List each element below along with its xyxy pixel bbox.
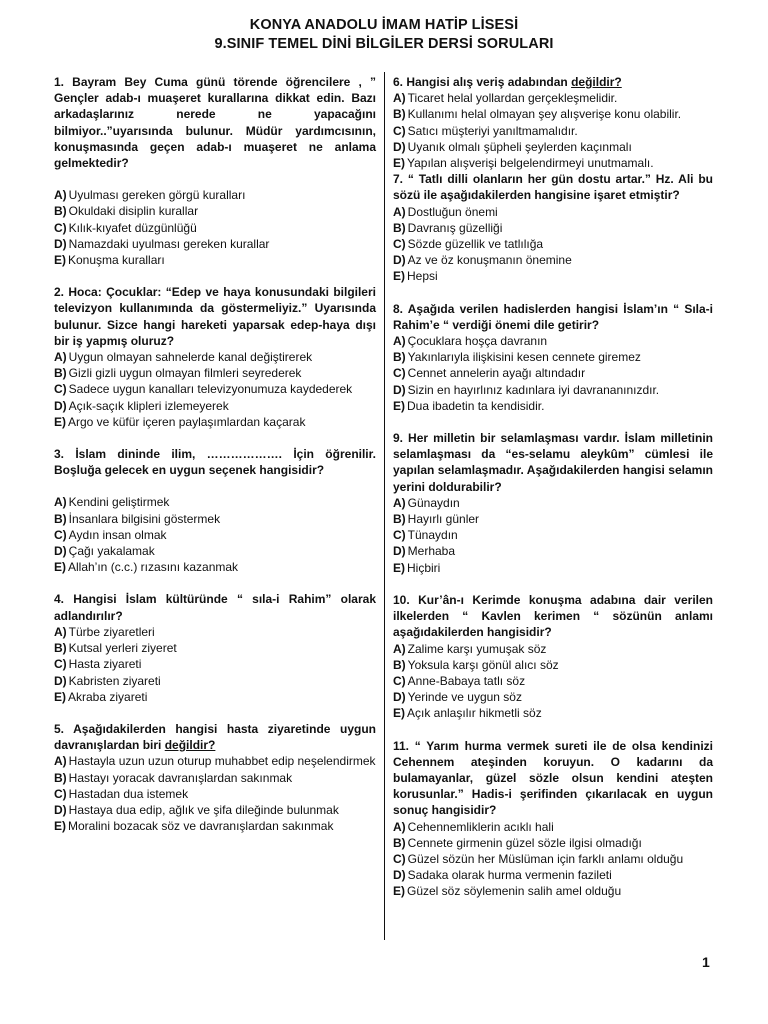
option-letter: D) (54, 236, 67, 251)
option-text: Zalime karşı yumuşak söz (407, 641, 547, 656)
option-a[interactable] (393, 90, 713, 106)
option-text: Kabristen ziyareti (68, 673, 161, 688)
option-text: İnsanlara bilgisini göstermek (68, 511, 221, 526)
option-d[interactable] (393, 252, 713, 268)
option-text: Okuldaki disiplin kurallar (68, 204, 199, 219)
option-e[interactable] (54, 414, 376, 430)
question-stem: 9. Her milletin bir selamlaşması vardır. İslam milletinin selamlaşması da “es-selamu aleykûm” cümlesi ile yapılan selamlaşmadır. Aşağıdakilerden hangisi selamın yerini doldurabilir? (393, 431, 713, 494)
option-d[interactable] (54, 398, 376, 414)
option-e[interactable] (54, 252, 376, 268)
option-a[interactable] (54, 349, 376, 365)
option-text: Günaydın (407, 495, 460, 510)
option-text: Çağı yakalamak (68, 544, 155, 559)
option-text: Yakınlarıyla ilişkisini kesen cennete giremez (407, 350, 641, 365)
option-text: Kutsal yerleri ziyeret (68, 641, 177, 656)
option-letter: D) (54, 544, 67, 559)
question-7 (393, 171, 713, 284)
option-letter: D) (54, 673, 67, 688)
option-text: Davranış güzelliği (407, 220, 503, 235)
option-letter: D) (393, 544, 406, 559)
option-letter: C) (393, 366, 406, 381)
option-a[interactable] (54, 753, 376, 769)
option-text: Sözde güzellik ve tatlılığa (407, 237, 544, 252)
option-b[interactable] (393, 511, 713, 527)
option-e[interactable] (393, 155, 713, 171)
option-e[interactable] (393, 705, 713, 721)
option-letter: E) (393, 560, 405, 575)
option-letter: A) (393, 91, 406, 106)
option-text: Yoksula karşı gönül alıcı söz (407, 657, 559, 672)
option-a[interactable] (393, 819, 713, 835)
question-stem: 4. Hangisi İslam kültüründe “ sıla-i Rahim” olarak adlandırılır? (54, 592, 376, 623)
option-text: Uyulması gereken görgü kuralları (68, 188, 246, 203)
option-c[interactable] (393, 236, 713, 252)
question-stem-text: 5. Aşağıdakilerden hangisi hasta ziyaretinde uygun davranışlardan biri (54, 721, 376, 753)
option-text: Uyanık olmalı şüpheli şeylerden kaçınmalı (407, 139, 632, 154)
question-9 (393, 430, 713, 576)
option-letter: E) (54, 689, 66, 704)
option-b[interactable] (54, 640, 376, 656)
option-text: Yerinde ve uygun söz (407, 690, 522, 705)
option-text: Ticaret helal yollardan gerçekleşmelidir. (407, 91, 618, 106)
option-letter: C) (54, 220, 67, 235)
option-letter: D) (393, 690, 406, 705)
option-a[interactable] (393, 204, 713, 220)
option-text: Cennet annelerin ayağı altındadır (407, 366, 586, 381)
option-a[interactable] (393, 641, 713, 657)
question-stem (393, 74, 713, 90)
column-divider (384, 72, 385, 940)
option-c[interactable] (393, 365, 713, 381)
option-b[interactable] (54, 770, 376, 786)
option-text: Yapılan alışverişi belgelendirmeyi unutmamalı. (407, 156, 654, 171)
option-a[interactable] (54, 187, 376, 203)
question-stem: 2. Hoca: Çocuklar: “Edep ve haya konusundaki bilgileri televizyon kullanımında da göstermeliyiz.” Uyarısında bulunur. Sizce hangi hareketi yaparsak edep-haya dışı bir iş yapmış oluruz? (54, 285, 376, 348)
option-text: Hayırlı günler (407, 512, 480, 527)
option-a[interactable] (393, 495, 713, 511)
option-letter: D) (393, 253, 406, 268)
option-text: Argo ve küfür içeren paylaşımlardan kaçarak (68, 414, 306, 429)
option-letter: C) (393, 851, 406, 866)
option-c[interactable] (393, 673, 713, 689)
question-stem: 10. Kur’ân-ı Kerimde konuşma adabına dair verilen ilkelerden “ Kavlen kerimen “ sözünün anlamı aşağıdakilerden hangisidir? (393, 592, 713, 640)
school-title: KONYA ANADOLU İMAM HATİP LİSESİ (249, 17, 519, 33)
option-b[interactable] (393, 835, 713, 851)
option-text: Satıcı müşteriyi yanıltmamalıdır. (407, 123, 578, 138)
option-letter: E) (54, 560, 66, 575)
option-text: Cennete girmenin güzel sözle ilgisi olmadığı (407, 835, 642, 850)
option-d[interactable] (393, 139, 713, 155)
question-10 (393, 592, 713, 722)
option-letter: A) (393, 334, 406, 349)
option-text: Çocuklara hoşça davranın (407, 334, 548, 349)
option-text: Hasta ziyareti (68, 657, 142, 672)
option-d[interactable] (54, 543, 376, 559)
option-letter: A) (393, 819, 406, 834)
option-letter: A) (54, 754, 67, 769)
option-e[interactable] (54, 559, 376, 575)
question-stem: 7. “ Tatlı dilli olanların her gün dostu artar.” Hz. Ali bu sözü ile aşağıdakilerden hangisine işaret etmiştir? (393, 172, 713, 203)
option-letter: E) (393, 398, 405, 413)
option-letter: C) (393, 673, 406, 688)
exam-title: 9.SINIF TEMEL DİNİ BİLGİLER DERSİ SORULARI (214, 36, 554, 52)
option-letter: A) (54, 350, 67, 365)
option-text: Kullanımı helal olmayan şey alışverişe konu olabilir. (407, 107, 682, 122)
option-d[interactable] (393, 867, 713, 883)
option-b[interactable] (54, 511, 376, 527)
question-8 (393, 301, 713, 414)
option-letter: C) (54, 786, 67, 801)
option-text: Güzel sözün her Müslüman için farklı anlamı olduğu (407, 851, 684, 866)
option-text: Namazdaki uyulması gereken kurallar (68, 236, 270, 251)
option-text: Aydın insan olmak (68, 527, 167, 542)
option-letter: A) (54, 188, 67, 203)
page-number: 1 (702, 954, 710, 970)
option-letter: B) (54, 204, 67, 219)
option-a[interactable] (393, 333, 713, 349)
option-text: Dostluğun önemi (407, 204, 498, 219)
option-d[interactable] (54, 673, 376, 689)
question-4 (54, 591, 376, 704)
option-text: Açık-saçık klipleri izlemeyerek (68, 398, 229, 413)
option-letter: B) (393, 350, 406, 365)
option-text: Allah’ın (c.c.) rızasını kazanmak (68, 560, 239, 575)
option-letter: E) (54, 414, 66, 429)
option-c[interactable] (393, 851, 713, 867)
question-3 (54, 446, 376, 575)
option-b[interactable] (54, 365, 376, 381)
option-letter: E) (393, 706, 405, 721)
question-stem: 1. Bayram Bey Cuma günü törende öğrencilere , ” Gençler adab-ı muaşeret kurallarına dikkat edin. Bazı arkadaşlarınız nerede ne yapacağını bilmiyor..”uyarısında bulunur. Müdür yardımcısının, konuşmasında geçen adab-ı muaşeret ne anlama gelmektedir? (54, 75, 376, 171)
option-text: Akraba ziyareti (68, 689, 148, 704)
option-c[interactable] (54, 527, 376, 543)
option-letter: D) (393, 868, 406, 883)
option-letter: B) (54, 770, 67, 785)
question-stem-text: 6. Hangisi alış veriş adabından (393, 75, 572, 89)
option-letter: B) (393, 220, 406, 235)
question-5 (54, 721, 376, 834)
option-letter: D) (54, 802, 67, 817)
option-letter: E) (393, 156, 405, 171)
option-text: Hastadan dua istemek (68, 786, 189, 801)
option-text: Kendini geliştirmek (68, 495, 170, 510)
negation-keyword: değildir? (164, 738, 216, 753)
option-text: Hastayla uzun uzun oturup muhabbet edip neşelendirmek (68, 754, 376, 769)
option-text: Türbe ziyaretleri (68, 624, 155, 639)
option-letter: B) (54, 366, 67, 381)
question-11 (393, 738, 713, 900)
option-letter: D) (393, 139, 406, 154)
option-text: Anne-Babaya tatlı söz (407, 673, 526, 688)
question-stem (54, 721, 376, 753)
option-letter: C) (54, 382, 67, 397)
negation-keyword: değildir? (571, 75, 622, 89)
option-c[interactable] (54, 656, 376, 672)
option-b[interactable] (54, 203, 376, 219)
question-stem: 11. “ Yarım hurma vermek sureti ile de olsa kendinizi Cehennem ateşinden koruyun. O kadarını da bulamayanlar, güzel sözle olsun kendini ateşten korusunlar.” Hadis-i şerifinden çıkarılacak en uygun sonuç hangisidir? (393, 738, 713, 818)
option-e[interactable] (54, 818, 376, 834)
option-letter: E) (393, 884, 405, 899)
right-column (393, 74, 713, 916)
option-a[interactable] (54, 494, 376, 510)
option-letter: C) (393, 123, 406, 138)
option-letter: C) (393, 528, 406, 543)
question-6 (393, 74, 713, 171)
option-text: Konuşma kuralları (68, 253, 165, 268)
option-letter: E) (54, 253, 66, 268)
option-text: Moralini bozacak söz ve davranışlardan sakınmak (68, 819, 334, 834)
option-e[interactable] (393, 883, 713, 899)
option-text: Cehennemliklerin acıklı hali (407, 819, 554, 834)
option-b[interactable] (393, 349, 713, 365)
option-e[interactable] (393, 268, 713, 284)
option-text: Hastaya dua edip, ağlık ve şifa dileğinde bulunmak (68, 802, 339, 817)
option-text: Merhaba (407, 544, 456, 559)
option-letter: E) (54, 819, 66, 834)
document-header (0, 16, 768, 54)
option-d[interactable] (393, 382, 713, 398)
option-letter: A) (393, 641, 406, 656)
option-text: Gizli gizli uygun olmayan filmleri seyrederek (68, 366, 302, 381)
option-text: Kılık-kıyafet düzgünlüğü (68, 220, 197, 235)
option-d[interactable] (54, 236, 376, 252)
option-e[interactable] (393, 560, 713, 576)
option-text: Açık anlaşılır hikmetli söz (407, 706, 542, 721)
option-b[interactable] (393, 106, 713, 122)
option-letter: B) (393, 835, 406, 850)
option-e[interactable] (393, 398, 713, 414)
option-text: Hastayı yoracak davranışlardan sakınmak (68, 770, 293, 785)
option-letter: C) (393, 237, 406, 252)
option-text: Uygun olmayan sahnelerde kanal değiştirerek (68, 350, 313, 365)
option-letter: D) (54, 398, 67, 413)
option-letter: C) (54, 657, 67, 672)
option-letter: B) (54, 641, 67, 656)
option-letter: A) (393, 495, 406, 510)
option-d[interactable] (54, 802, 376, 818)
option-e[interactable] (54, 689, 376, 705)
question-stem: 3. İslam dininde ilim, ………………. İçin öğrenilir. Boşluğa gelecek en uygun seçenek hangisidir? (54, 447, 376, 478)
option-letter: B) (393, 657, 406, 672)
option-text: Az ve öz konuşmanın önemine (407, 253, 572, 268)
option-text: Sizin en hayırlınız kadınlara iyi davrananınızdır. (407, 382, 660, 397)
option-c[interactable] (393, 527, 713, 543)
option-letter: C) (54, 527, 67, 542)
option-c[interactable] (54, 220, 376, 236)
option-b[interactable] (393, 220, 713, 236)
option-letter: B) (393, 107, 406, 122)
left-column (54, 74, 376, 850)
question-1 (54, 74, 376, 268)
option-letter: A) (393, 204, 406, 219)
option-c[interactable] (54, 786, 376, 802)
question-2 (54, 284, 376, 430)
option-letter: A) (54, 624, 67, 639)
option-text: Tünaydın (407, 528, 458, 543)
option-letter: A) (54, 495, 67, 510)
option-b[interactable] (393, 657, 713, 673)
option-text: Güzel söz söylemenin salih amel olduğu (407, 884, 622, 899)
option-d[interactable] (393, 543, 713, 559)
option-text: Sadaka olarak hurma vermenin fazileti (407, 868, 612, 883)
option-d[interactable] (393, 689, 713, 705)
question-stem: 8. Aşağıda verilen hadislerden hangisi İslam’ın “ Sıla-i Rahim’e “ verdiği önemi dile getirir? (393, 301, 713, 332)
option-c[interactable] (393, 123, 713, 139)
option-letter: B) (393, 512, 406, 527)
option-letter: D) (393, 382, 406, 397)
option-text: Hepsi (407, 269, 438, 284)
option-text: Hiçbiri (407, 560, 441, 575)
option-text: Sadece uygun kanalları televizyonumuza kaydederek (68, 382, 353, 397)
option-text: Dua ibadetin ta kendisidir. (407, 398, 545, 413)
option-a[interactable] (54, 624, 376, 640)
option-letter: B) (54, 511, 67, 526)
option-letter: E) (393, 269, 405, 284)
option-c[interactable] (54, 381, 376, 397)
